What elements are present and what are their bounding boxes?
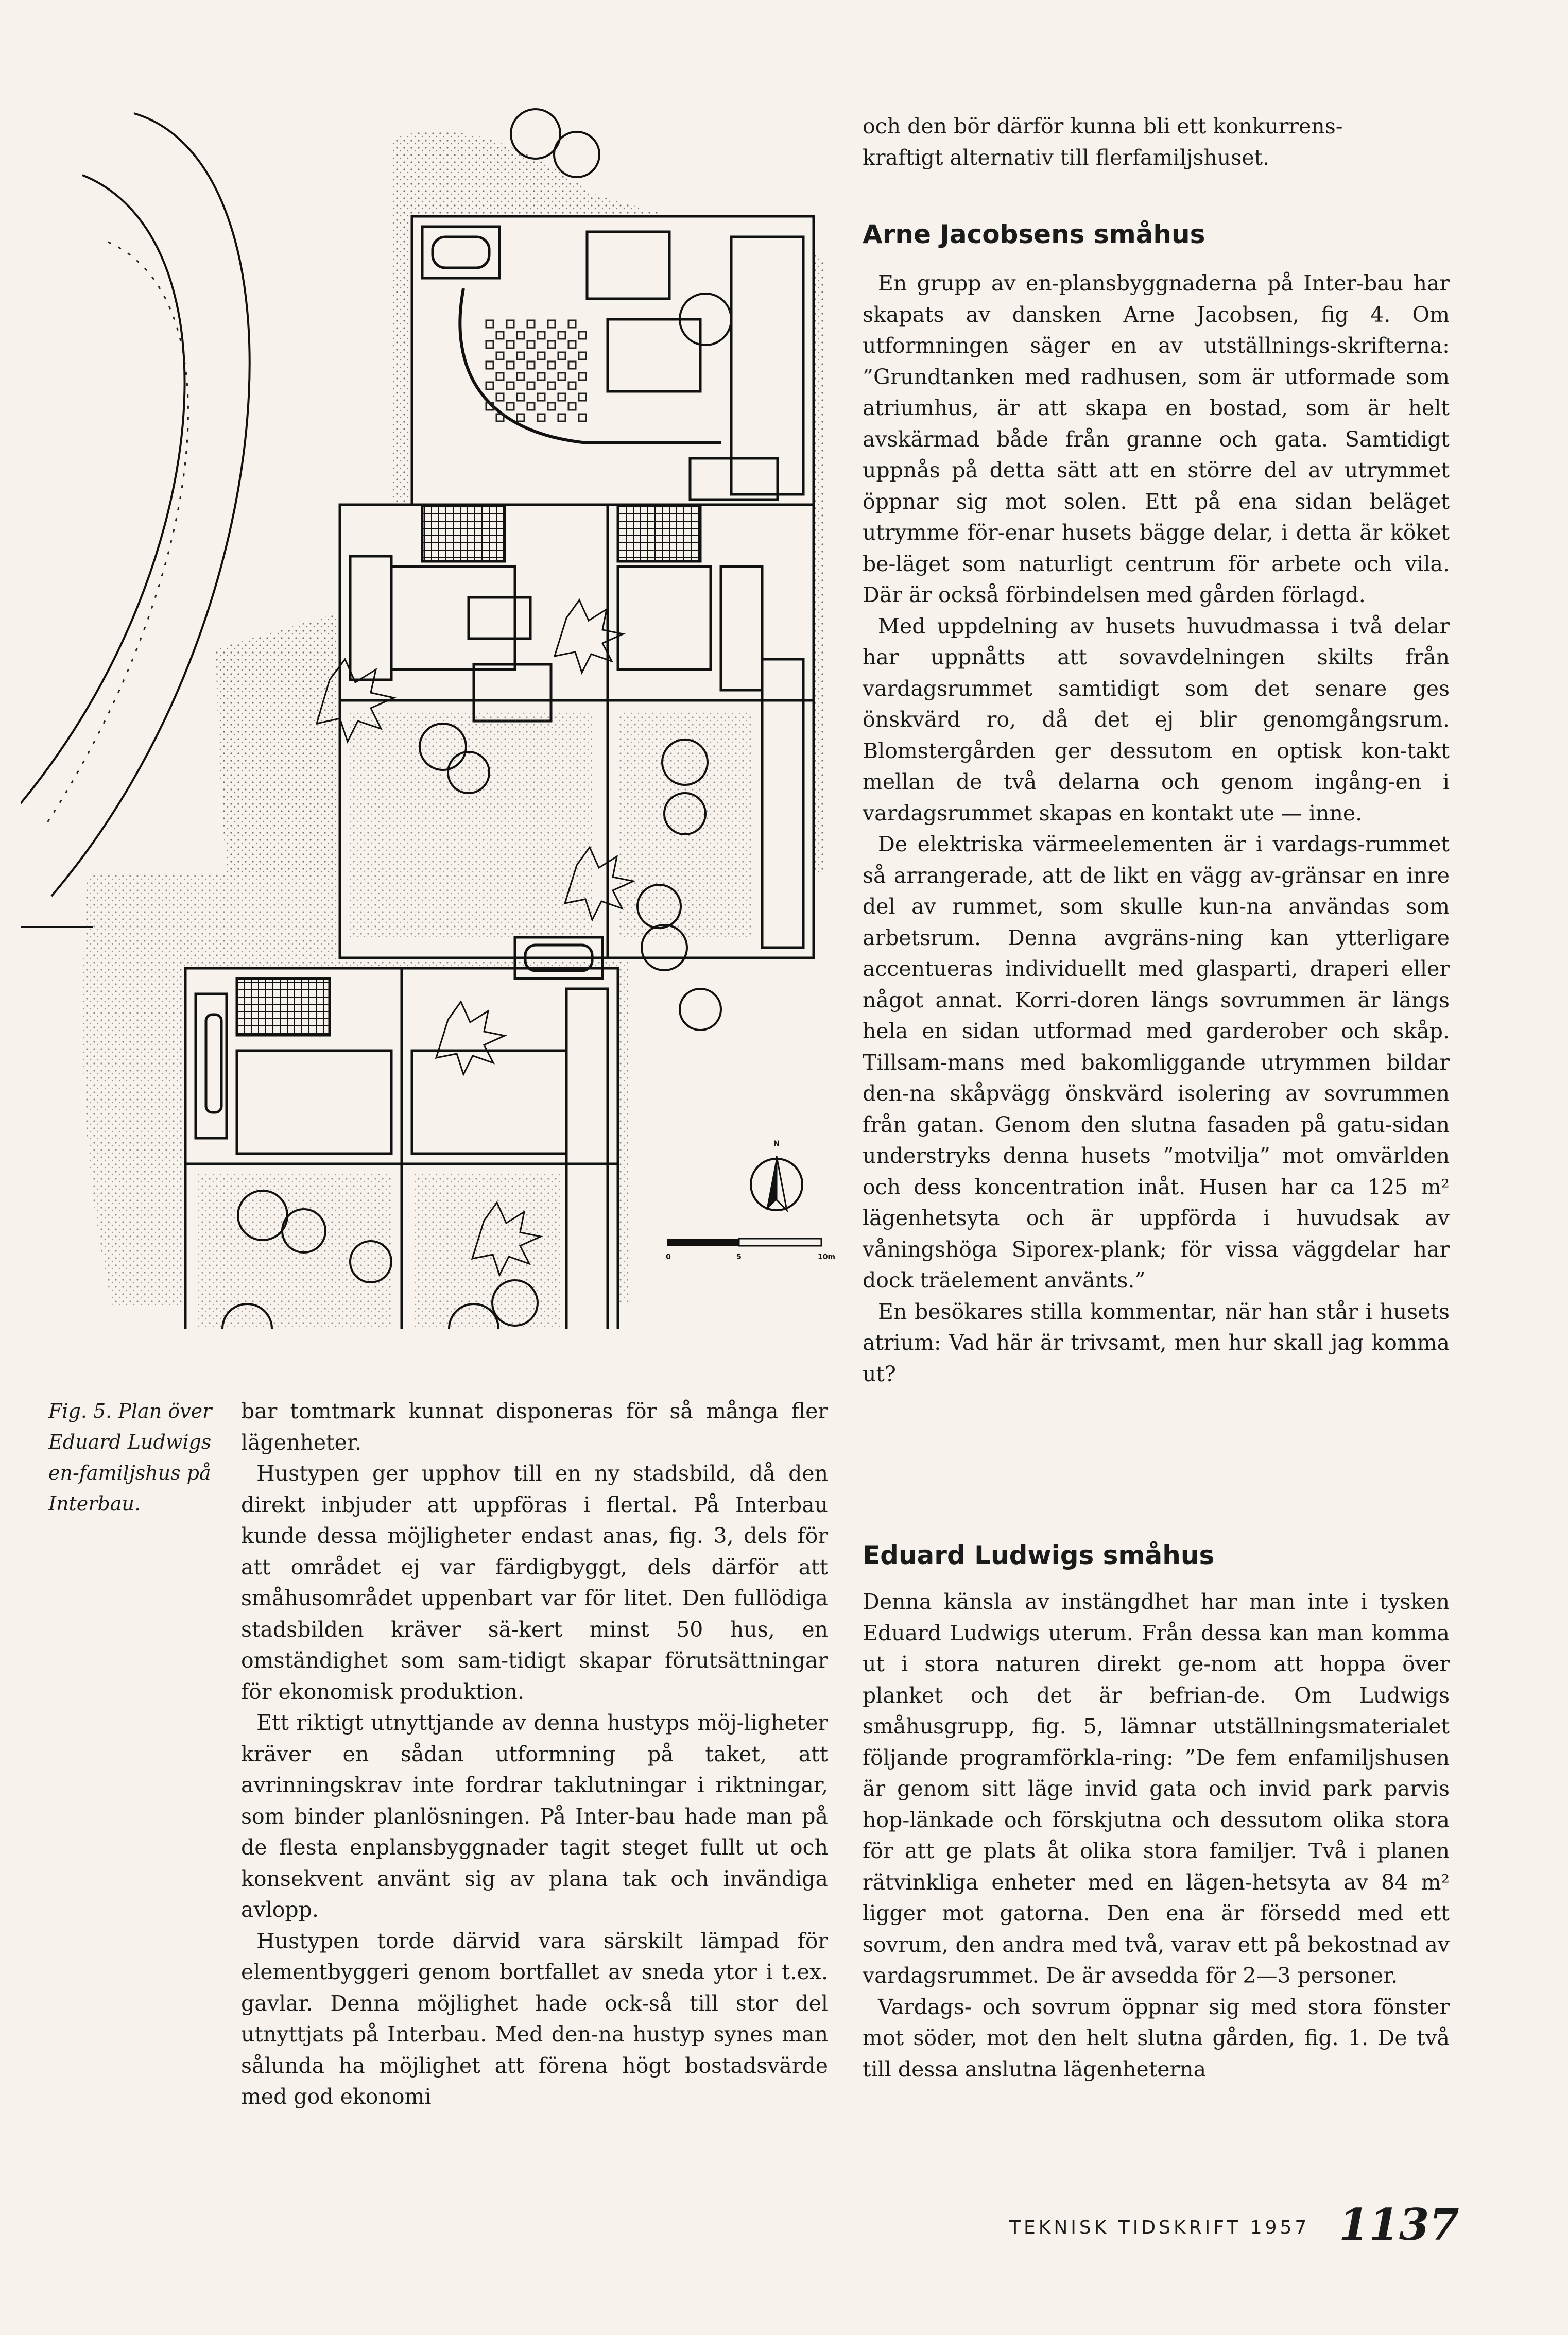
intro-text (863, 111, 1450, 173)
section-heading-ludwig: Eduard Ludwigs småhus (863, 1540, 1215, 1570)
svg-text:5: 5 (736, 1253, 742, 1261)
north-arrow (751, 1140, 802, 1210)
svg-text:0: 0 (666, 1253, 671, 1261)
paragraph: En besökares stilla kommentar, när han står i husets atrium: Vad här är trivsamt, men hur skall jag komma ut? (863, 1299, 1450, 1386)
street-curve-inner (21, 175, 185, 803)
paragraph: Hustypen torde därvid vara särskilt lämpad för elementbyggeri genom bortfallet av sneda ytor i t.ex. gavlar. Denna möjlighet hade ock-så till stor del utnyttjats på Interbau. Med den-na hustyp synes man sålunda ha möjlighet att förena högt bostadsvärde med god ekonomi (241, 1928, 828, 2109)
figure-caption: Fig. 5. Plan över Eduard Ludwigs en-familjshus på Interbau. (48, 1400, 212, 1515)
intro-line-1: och den bör därför kunna bli ett konkurrens- (863, 114, 1343, 139)
section-heading-jacobsen: Arne Jacobsens småhus (863, 219, 1205, 249)
section-ludwig-body (863, 1586, 1450, 2085)
paragraph: Vardags- och sovrum öppnar sig med stora fönster mot söder, mot den helt slutna gården, fig. 1. De två till dessa anslutna lägenheterna (863, 1994, 1450, 2082)
paragraph: Med uppdelning av husets huvudmassa i två delar har uppnåtts att sovavdelningen skilts från vardagsrummet samtidigt som det senare ges önskvärd ro, då det ej blir genomgångsrum. Blomstergården ger dessutom en optisk kon-takt mellan de två delarna och genom ingång-en i vardagsrummet skapas en kontakt ute — inne. (863, 613, 1450, 826)
paragraph: Ett riktigt utnyttjande av denna hustyps möj-ligheter kräver en sådan utformning på taket, att avrinningskrav inte fordrar taklutningar i riktningar, som binder planlösningen. På Inter-bau hade man på de flesta enplansbyggnader tagit steget fullt ut och konsekvent använt sig av plana tak och invändiga avlopp. (241, 1710, 828, 1922)
paragraph: Hustypen ger upphov till en ny stadsbild, då den direkt inbjuder att uppföras i flertal. På Interbau kunde dessa möjligheter endast anas, fig. 3, dels för att området ej var färdigbyggt, dels därför att småhusområdet uppenbart var för litet. Den fullödiga stadsbilden kräver sä-kert minst 50 hus, en omständighet som sam-tidigt skapar förutsättningar för ekonomisk produktion. (241, 1461, 828, 1704)
left-column-text (241, 1396, 828, 2113)
page-number: 1137 (1339, 2199, 1459, 2250)
paragraph: De elektriska värmeelementen är i vardags-rummet så arrangerade, att de likt en vägg av-gränsar en inre del av rummet, som skulle kun-na användas som arbetsrum. Denna avgräns-ning kan ytterligare accentueras individuellt med glasparti, draperi eller något annat. Korri-doren längs sovrummen är längs hela en sidan utformad med garderober och skåp. Tillsam-mans med bakomliggande utrymmen bildar den-na skåpvägg önskvärd isolering av sovrummen från gatan. Genom den slutna fasaden på gatu-sidan understryks denna husets ”motvilja” mot omvärlden och dess koncentration inåt. Husen har ca 125 m² lägenhetsyta och är uppförda i huvudsak av våningshöga Siporex-plank; för vissa väggdelar har dock träelement använts.” (863, 832, 1450, 1293)
paragraph: En grupp av en-plansbyggnaderna på Inter-bau har skapats av dansken Arne Jacobsen, fig 4. Om utformningen säger en av utställnings-skrifterna: ”Grundtanken med radhusen, som är utformade som atriumhus, är att skapa en bostad, som är helt avskärmad både från granne och gata. Samtidigt uppnås på detta sätt att en större del av utrymmet öppnar sig mot solen. Ett på ena sidan beläget utrymme för-enar husets bägge delar, i detta är köket be-läget som naturligt centrum för arbete och vila. Där är också förbindelsen med gården förlagd. (863, 271, 1450, 607)
paragraph: Denna känsla av instängdhet har man inte i tysken Eduard Ludwigs uterum. Från dessa kan man komma ut i stora naturen direkt ge-nom att hoppa över planket och det är befrian-de. Om Ludwigs småhusgrupp, fig. 5, lämnar utställningsmaterialet följande programförkla-ring: ”De fem enfamiljshusen är genom sitt läge invid gata och invid park parvis hop-länkade och förskjutna och dessutom olika stora för att ge plats åt olika stora familjer. Två i planen rätvinkliga enheter med en lägen-hetsyta av 84 m² ligger mot gatorna. Den ena är försedd med ett sovrum, den andra med två, varav ett på bekostnad av vardagsrummet. De är avsedda för 2—3 personer. (863, 1589, 1450, 1988)
svg-text:N: N (773, 1140, 780, 1148)
scale-bar (666, 1239, 835, 1261)
street-curve-dotted (46, 242, 188, 824)
section-jacobsen-body (863, 268, 1450, 1389)
journal-footer: TEKNISK TIDSKRIFT 1957 (1009, 2217, 1310, 2238)
house-1 (412, 216, 814, 505)
svg-text:10m: 10m (817, 1253, 836, 1261)
street-curve-outer (51, 113, 250, 896)
intro-line-2: kraftigt alternativ till flerfamiljshuset. (863, 145, 1270, 170)
paragraph: bar tomtmark kunnat disponeras för så många fler lägenheter. (241, 1399, 828, 1455)
floor-plan-figure (21, 103, 845, 1329)
